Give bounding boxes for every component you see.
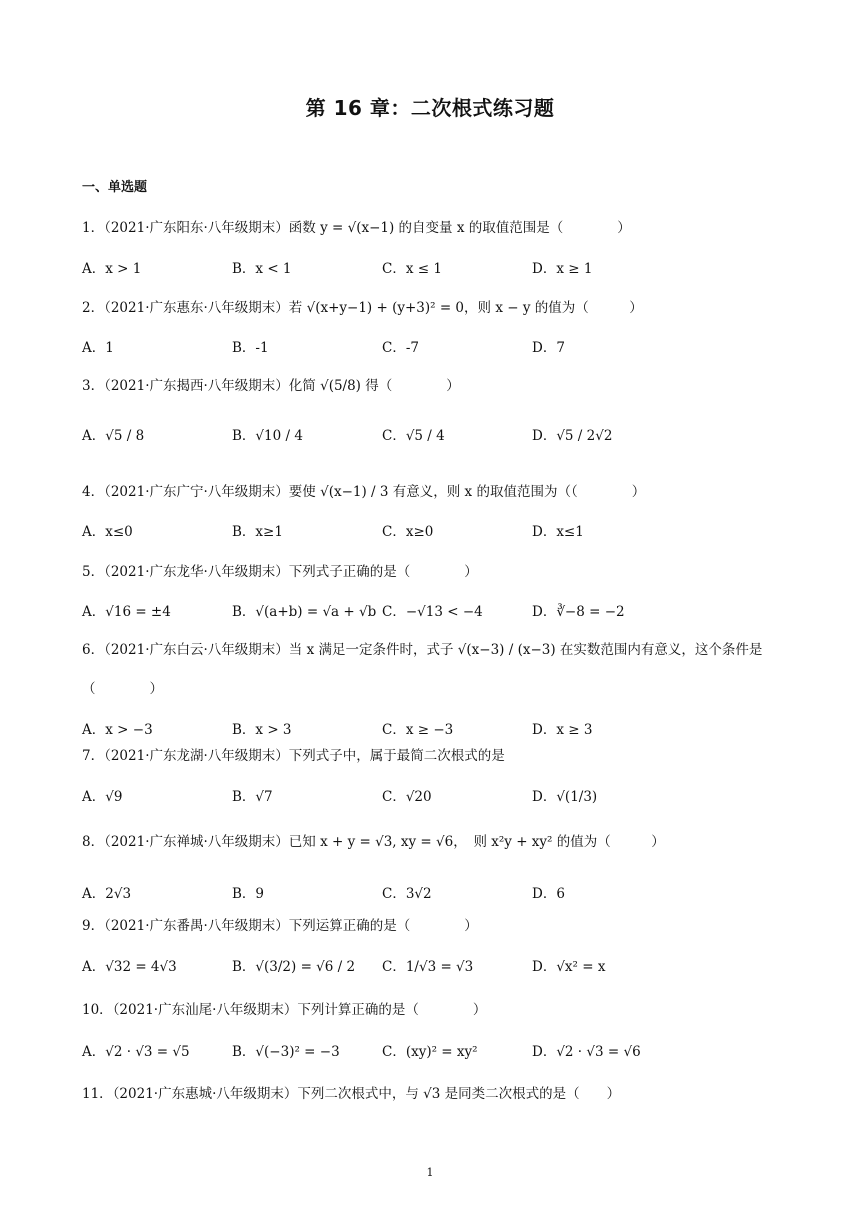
option-b: B．-1 <box>232 340 269 356</box>
option-b: B．x > 3 <box>232 722 292 738</box>
question-number: 10． <box>82 1002 113 1018</box>
option-a: A．√16 = ±4 <box>82 604 171 620</box>
question-source: （2021·广东惠城·八年级期末） <box>112 1086 298 1102</box>
option-b: B．x < 1 <box>232 261 292 277</box>
section-heading: 一、单选题 <box>82 180 148 195</box>
question-text: 化简 √(5/8) 得（ ） <box>288 378 460 394</box>
question-source: （2021·广东禅城·八年级期末） <box>104 834 289 850</box>
question-source: （2021·广东龙华·八年级期末） <box>104 564 289 580</box>
option-a: A．√5 / 8 <box>82 428 145 444</box>
option-c: C．x ≥ −3 <box>382 722 454 738</box>
question-4 <box>82 480 645 500</box>
question-source: （2021·广东阳东·八年级期末） <box>104 220 289 236</box>
page-title: 第 16 章：二次根式练习题 <box>305 96 555 120</box>
question-source: （2021·广东白云·八年级期末） <box>104 642 289 658</box>
question-number: 9． <box>82 918 105 934</box>
question-text: 下列运算正确的是（ ） <box>288 918 478 934</box>
question-text: 下列二次根式中，与 √3 是同类二次根式的是（ ） <box>297 1086 621 1102</box>
option-d: D．√x² = x <box>532 959 606 975</box>
option-c: C．3√2 <box>382 886 432 902</box>
option-a: A．√2 · √3 = √5 <box>82 1044 190 1060</box>
question-10 <box>82 998 486 1018</box>
option-b: B．√(a+b) = √a + √b <box>232 604 377 620</box>
question-number: 11． <box>82 1086 113 1102</box>
option-b: B．√10 / 4 <box>232 428 303 444</box>
question-text: 下列式子正确的是（ ） <box>288 564 478 580</box>
question-number: 1． <box>82 220 105 236</box>
option-c: C．x ≤ 1 <box>382 261 442 277</box>
question-text: 若 √(x+y−1) + (y+3)² = 0，则 x − y 的值为（ ） <box>288 300 643 316</box>
option-c: C．−√13 < −4 <box>382 604 483 620</box>
question-number: 4． <box>82 484 105 500</box>
question-1 <box>82 216 631 236</box>
option-a: A．1 <box>82 340 114 356</box>
option-d: D．√2 · √3 = √6 <box>532 1044 641 1060</box>
question-number: 6． <box>82 642 105 658</box>
option-a: A．x > 1 <box>82 261 142 277</box>
option-a: A．2√3 <box>82 886 132 902</box>
option-c: C．√20 <box>382 789 432 805</box>
question-text: 函数 y = √(x−1) 的自变量 x 的取值范围是（ ） <box>288 220 631 236</box>
option-d: D．∛−8 = −2 <box>532 604 625 620</box>
option-d: D．√(1/3) <box>532 789 598 805</box>
question-2 <box>82 296 643 316</box>
option-a: A．x≤0 <box>82 524 133 540</box>
option-c: C．√5 / 4 <box>382 428 445 444</box>
question-source: （2021·广东广宁·八年级期末） <box>104 484 289 500</box>
question-source: （2021·广东汕尾·八年级期末） <box>112 1002 298 1018</box>
option-d: D．x ≥ 1 <box>532 261 593 277</box>
option-d: D．x≤1 <box>532 524 584 540</box>
option-d: D．√5 / 2√2 <box>532 428 613 444</box>
question-5 <box>82 560 478 580</box>
page-number: 1 <box>426 1166 434 1179</box>
option-c: C．(xy)² = xy² <box>382 1044 478 1060</box>
option-a: A．√32 = 4√3 <box>82 959 177 975</box>
question-text: 已知 x + y = √3, xy = √6， 则 x²y + xy² 的值为（ ） <box>288 834 665 850</box>
question-8 <box>82 830 665 850</box>
question-number: 2． <box>82 300 105 316</box>
question-text: 要使 √(x−1) / 3 有意义，则 x 的取值范围为（（ ） <box>288 484 646 500</box>
question-source: （2021·广东揭西·八年级期末） <box>104 378 289 394</box>
question-9 <box>82 914 478 934</box>
question-source: （2021·广东龙湖·八年级期末） <box>104 748 289 764</box>
question-number: 5． <box>82 564 105 580</box>
question-6 <box>82 638 762 658</box>
option-d: D．x ≥ 3 <box>532 722 593 738</box>
question-text: 下列式子中，属于最简二次根式的是 <box>288 748 505 764</box>
option-b: B．√(−3)² = −3 <box>232 1044 340 1060</box>
question-number: 8． <box>82 834 105 850</box>
question-number: 3． <box>82 378 105 394</box>
option-b: B．√(3/2) = √6 / 2 <box>232 959 356 975</box>
option-a: A．√9 <box>82 789 123 805</box>
option-c: C．x≥0 <box>382 524 434 540</box>
option-b: B．x≥1 <box>232 524 283 540</box>
option-d: D．7 <box>532 340 565 356</box>
option-c: C．-7 <box>382 340 419 356</box>
option-a: A．x > −3 <box>82 722 153 738</box>
question-source: （2021·广东番禺·八年级期末） <box>104 918 289 934</box>
option-c: C．1/√3 = √3 <box>382 959 474 975</box>
option-b: B．9 <box>232 886 265 902</box>
option-d: D．6 <box>532 886 565 902</box>
question-7 <box>82 744 505 764</box>
question-text: 当 x 满足一定条件时，式子 √(x−3) / (x−3) 在实数范围内有意义，这个条件是 <box>288 642 763 658</box>
question-11 <box>82 1082 620 1102</box>
option-b: B．√7 <box>232 789 273 805</box>
question-number: 7． <box>82 748 105 764</box>
question-source: （2021·广东惠东·八年级期末） <box>104 300 289 316</box>
question-text: 下列计算正确的是（ ） <box>297 1002 487 1018</box>
question-3 <box>82 374 460 394</box>
question-text-continued: （ ） <box>82 681 163 697</box>
